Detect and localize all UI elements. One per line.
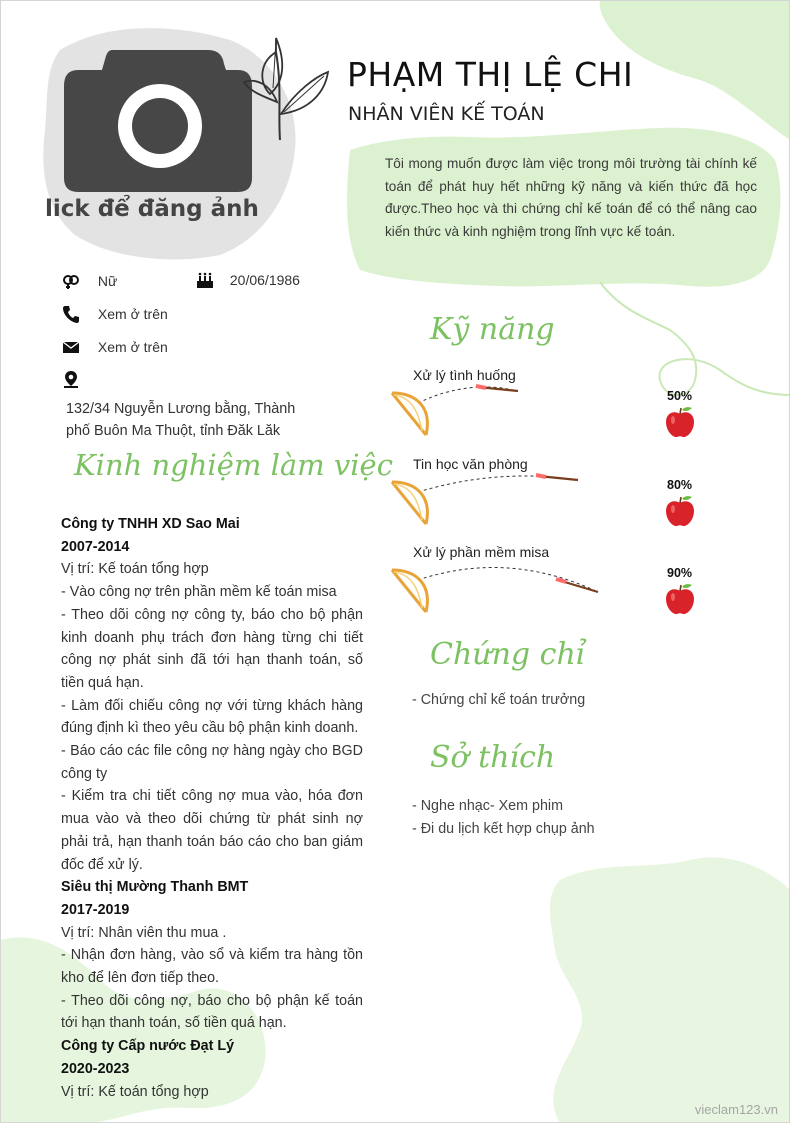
- skill-arrow-graphic: [388, 379, 638, 439]
- job-detail-line: - Vào công nợ trên phần mềm kế toán misa: [61, 584, 337, 601]
- certificate-item: - Chứng chỉ kế toán trưởng: [412, 692, 586, 708]
- job-detail-line: - Làm đối chiếu công nợ với từng khách hàng đúng định kì theo yêu cầu bộ phận kinh doanh.: [61, 697, 363, 737]
- job-years: 2020-2023: [61, 1060, 130, 1077]
- email-row: [62, 338, 168, 356]
- job-title: NHÂN VIÊN KẾ TOÁN: [348, 103, 545, 125]
- arrow-fletching: [556, 579, 566, 582]
- arrow-trajectory: [418, 568, 598, 593]
- phone-row: [62, 305, 168, 323]
- company-name: Công ty TNHH XD Sao Mai: [61, 516, 240, 532]
- hobbies-heading: Sở thích: [430, 740, 556, 775]
- skill-label: Xử lý phần mềm misa: [413, 544, 550, 560]
- skills-heading: Kỹ năng: [430, 312, 555, 347]
- job-detail-line: - Theo dõi công nợ công ty, báo cho bộ phận kinh doanh phụ trách đơn hàng từng chi tiết công nợ phát sinh đã tới hạn thanh toán, số tiền quá hạn.: [61, 606, 363, 691]
- job-years: 2017-2019: [61, 901, 130, 918]
- gender-value: Nữ: [97, 273, 118, 290]
- apple-icon: [663, 494, 697, 528]
- phone-icon: [62, 305, 80, 323]
- birthday-value: 20/06/1986: [229, 272, 300, 289]
- birthday-row: [196, 271, 300, 289]
- career-objective: Tôi mong muốn được làm việc trong môi trường tài chính kế toán để phát huy hết những kỹ năng và kiến thức đã học được.Theo học và thi chứng chỉ kế toán để có thể nâng cao kiến thức và kinh nghiệm trong lĩnh vực kế toán.: [385, 156, 757, 239]
- hobby-item: - Đi du lịch kết hợp chụp ảnh: [412, 821, 595, 837]
- photo-caption[interactable]: lick để đăng ảnh: [45, 196, 259, 222]
- certificates-heading: Chứng chỉ: [430, 637, 586, 672]
- job-detail-line: - Theo dõi công nợ, báo cho bộ phận kế toán tới hạn thanh toán, số tiền quá hạn.: [61, 992, 363, 1032]
- skill-percent: 80%: [667, 478, 693, 492]
- skill-arrow-graphic: [388, 468, 638, 528]
- gender-row: [62, 272, 117, 290]
- skill-label: Xử lý tình huống: [413, 367, 516, 383]
- arrow-fletching: [536, 475, 546, 477]
- leaf-branch-icon: [240, 32, 330, 142]
- company-name: Siêu thị Mường Thanh BMT: [61, 879, 249, 896]
- address: [66, 398, 316, 442]
- job-detail-line: Vị trí: Kế toán tổng hợp: [61, 561, 209, 578]
- skill-percent: 90%: [667, 566, 693, 580]
- job-years: 2007-2014: [61, 538, 130, 555]
- job-detail-line: Vị trí: Kế toán tổng hợp: [61, 1083, 209, 1100]
- job-detail-line: Vị trí: Nhân viên thu mua .: [61, 924, 227, 941]
- watermark: vieclam123.vn: [694, 1102, 778, 1117]
- hobbies-list: [412, 795, 595, 841]
- email-value: Xem ở trên: [97, 339, 168, 356]
- certificates-list: [412, 692, 585, 708]
- arrow-fletching: [476, 386, 486, 388]
- email-icon: [62, 338, 80, 356]
- skill-arrow-graphic: [388, 556, 638, 616]
- gender-icon: [62, 272, 80, 290]
- hobby-item: - Nghe nhạc- Xem phim: [412, 798, 563, 814]
- skill-label: Tin học văn phòng: [413, 456, 528, 472]
- candidate-name: PHẠM THỊ LỆ CHI: [347, 55, 634, 94]
- job-detail-line: - Kiểm tra chi tiết công nợ mua vào, hóa đơn mua vào và theo dõi chứng từ phát sinh nợ phải trả, hạn thanh toán báo cáo cho ban giám đốc để xử lý.: [61, 788, 363, 873]
- apple-icon: [663, 405, 697, 439]
- experience-list: [61, 513, 363, 1103]
- company-name: Công ty Cấp nước Đạt Lý: [61, 1038, 235, 1055]
- phone-value: Xem ở trên: [97, 306, 168, 323]
- location-icon: [62, 370, 80, 388]
- address-line-2: phố Buôn Ma Thuột, tỉnh Đăk Lăk: [66, 423, 281, 439]
- apple-icon: [663, 582, 697, 616]
- job-detail-line: - Báo cáo các file công nợ hàng ngày cho BGD công ty: [61, 743, 363, 782]
- job-detail-line: - Nhận đơn hàng, vào sổ và kiểm tra hàng tồn kho để lên đơn tiếp theo.: [61, 947, 363, 987]
- address-line-1: 132/34 Nguyễn Lương bằng, Thành: [66, 401, 296, 417]
- camera-icon: [60, 40, 260, 200]
- skill-percent: 50%: [667, 389, 693, 403]
- experience-heading: Kinh nghiệm làm việc: [74, 448, 393, 482]
- birthday-cake-icon: [196, 271, 214, 289]
